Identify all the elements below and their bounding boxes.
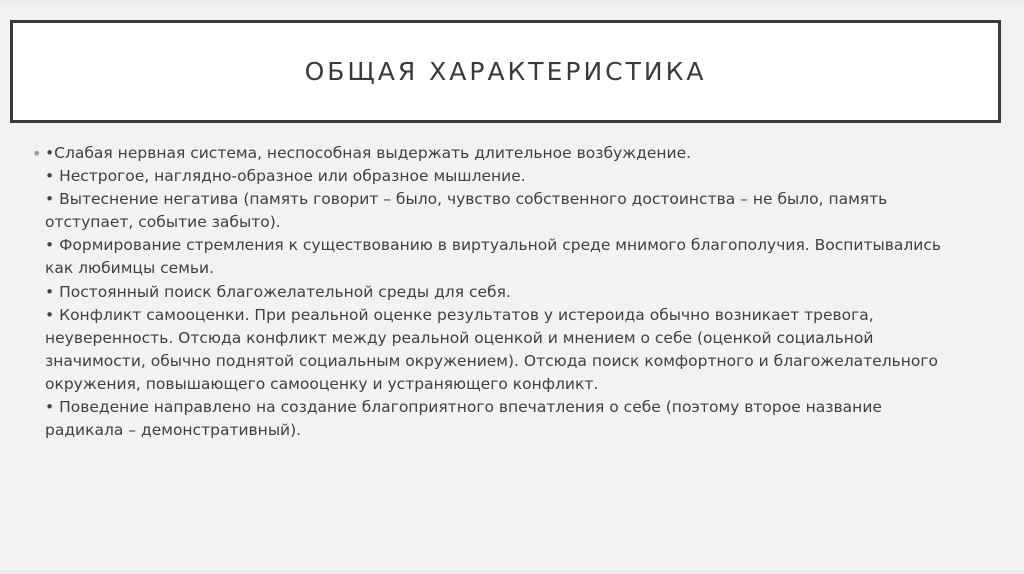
text-line: • Постоянный поиск благожелательной среды для себя. — [45, 282, 511, 301]
text-line: •Слабая нервная система, неспособная выдержать длительное возбуждение. — [45, 144, 692, 162]
content-area — [32, 142, 962, 442]
text-line: окружения, повышающего самооценку и устраняющего конфликт. — [45, 374, 599, 393]
text-line: • Нестрогое, наглядно-образное или образное мышление. — [45, 167, 526, 186]
bullet-marker-icon: • — [32, 144, 42, 163]
text-line: • Поведение направлено на создание благоприятного впечатления о себе (поэтому второе название — [45, 398, 882, 417]
body-text — [45, 142, 962, 442]
text-line: • Формирование стремления к существованию в виртуальной среде мнимого благополучия. Воспитывались — [45, 236, 942, 255]
text-line: • Конфликт самооценки. При реальной оценке результатов у истероида обычно возникает тревога, — [45, 305, 874, 324]
text-line: как любимцы семьи. — [45, 259, 215, 278]
text-line: неуверенность. Отсюда конфликт между реальной оценкой и мнением о себе (оценкой социальной — [45, 328, 874, 347]
slide-title: ОБЩАЯ ХАРАКТЕРИСТИКА — [304, 57, 707, 86]
title-box — [10, 20, 1001, 123]
slide-top-edge — [0, 0, 1024, 4]
slide-bottom-edge — [0, 570, 1024, 574]
text-line: радикала – демонстративный). — [45, 421, 302, 440]
text-line: • Вытеснение негатива (память говорит – было, чувство собственного достоинства – не было, память — [45, 190, 888, 209]
text-line: значимости, обычно поднятой социальным окружением). Отсюда поиск комфортного и благожелательного — [45, 351, 939, 370]
text-line: отступает, событие забыто). — [45, 213, 281, 232]
